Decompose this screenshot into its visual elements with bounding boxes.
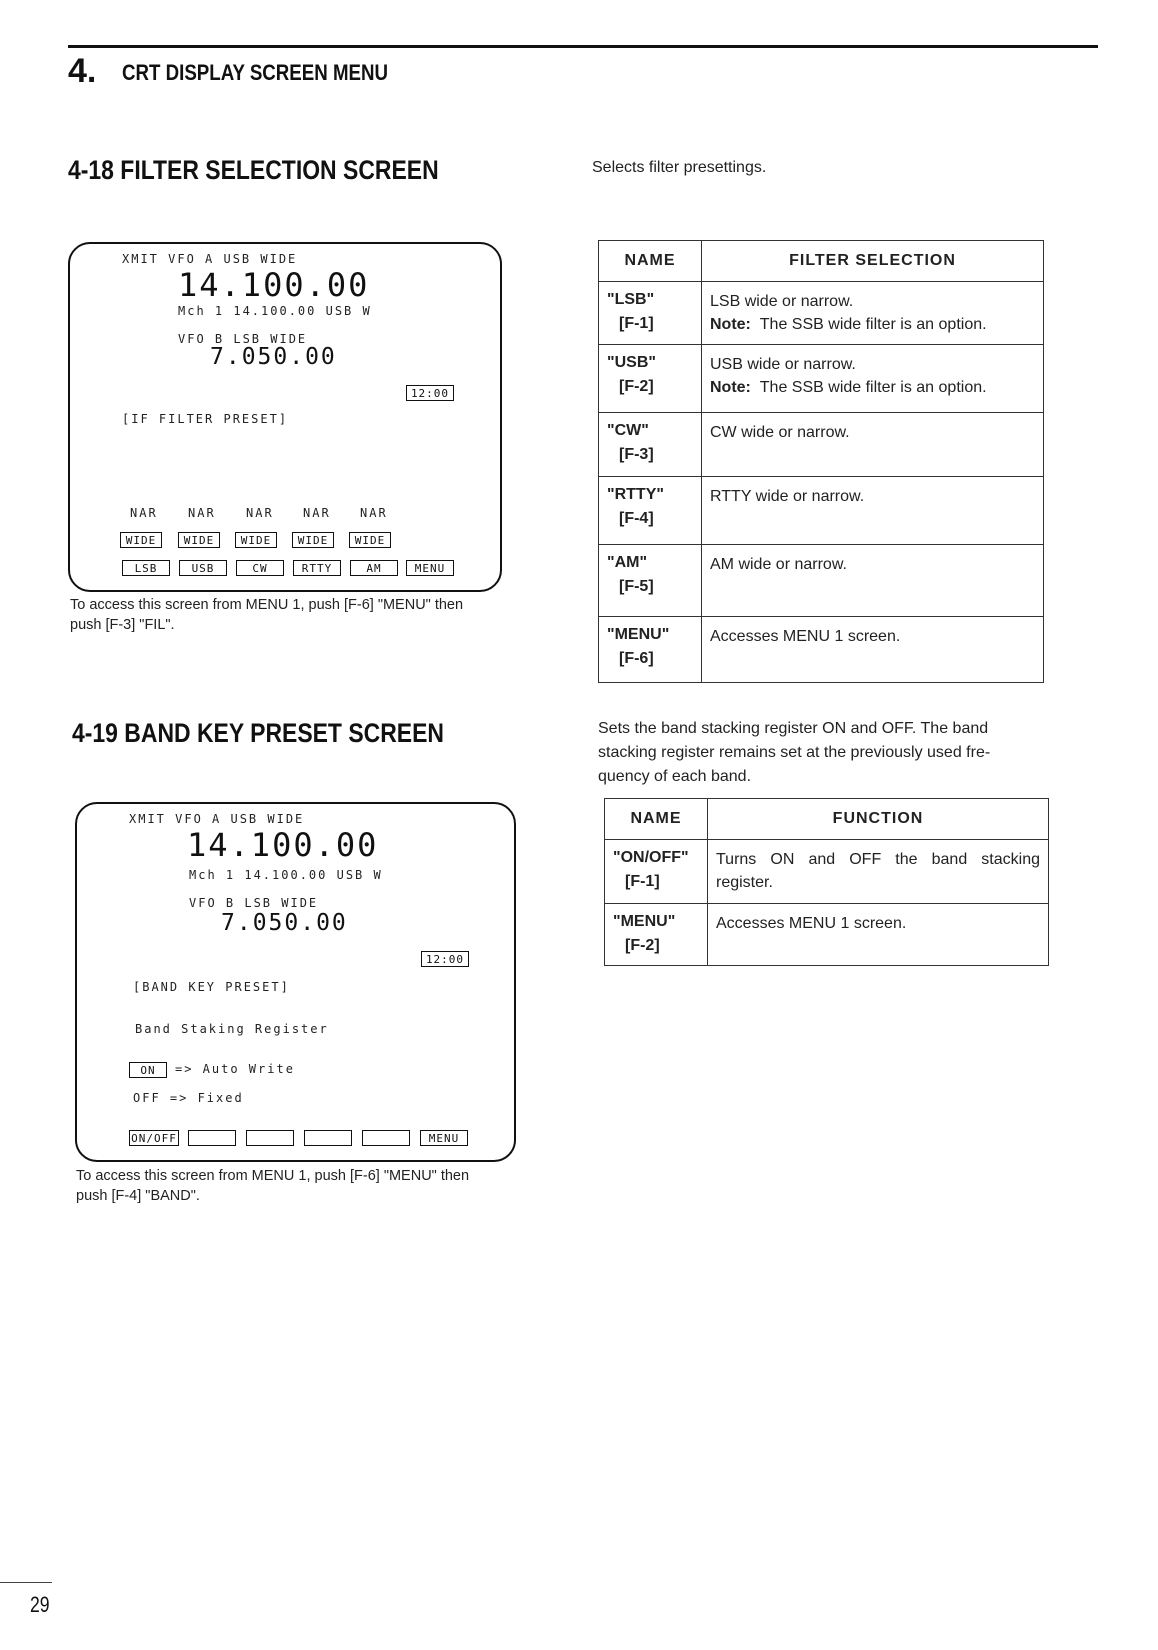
row-key: [F-1] (625, 873, 660, 890)
filter-crt-screen (68, 242, 502, 592)
table-row (599, 617, 1044, 683)
table-row (605, 840, 1049, 904)
page-number-rule (0, 1582, 52, 1583)
row-name: "USB" (607, 354, 656, 371)
crt-vfo-b-row: VFO B LSB WIDE (178, 332, 308, 346)
table-header: FUNCTION (708, 799, 1049, 840)
band-caption-line2: push [F-4] "BAND". (76, 1188, 200, 1204)
row-text: AM wide or narrow. (710, 556, 847, 573)
table-row (599, 477, 1044, 545)
crt-screen-label: [IF FILTER PRESET] (122, 412, 289, 426)
table-header: NAME (605, 799, 708, 840)
row-text: USB wide or narrow. (710, 356, 856, 373)
wide-box: WIDE (178, 532, 220, 548)
row-key: [F-2] (625, 937, 660, 954)
row-name: "AM" (607, 554, 648, 571)
key-cw[interactable]: CW (236, 560, 284, 576)
wide-box: WIDE (349, 532, 391, 548)
row-name: "MENU" (607, 626, 670, 643)
note-label: Note: (710, 379, 751, 396)
band-caption-line1: To access this screen from MENU 1, push [F-6] "MENU" then (76, 1168, 470, 1184)
row-key: [F-6] (619, 650, 654, 667)
key-lsb[interactable]: LSB (122, 560, 170, 576)
crt-clock: 12:00 (406, 385, 454, 401)
row-name: "MENU" (613, 913, 676, 930)
table-row (599, 345, 1044, 413)
nar-label: NAR (303, 506, 331, 520)
row-text: Accesses MENU 1 screen. (716, 915, 907, 932)
wide-box: WIDE (292, 532, 334, 548)
table-row (599, 282, 1044, 345)
section-title-filter: 4-18 FILTER SELECTION SCREEN (68, 155, 439, 185)
nar-label: NAR (130, 506, 158, 520)
table-header: NAME (599, 241, 702, 282)
key-blank[interactable] (362, 1130, 410, 1146)
crt-off-text: OFF => Fixed (133, 1091, 244, 1105)
page-number: 29 (30, 1592, 50, 1617)
key-am[interactable]: AM (350, 560, 398, 576)
row-key: [F-2] (619, 378, 654, 395)
wide-box: WIDE (120, 532, 162, 548)
band-description-line2: stacking register remains set at the previously used fre- (598, 744, 991, 761)
crt-main-frequency: 14.100.00 (187, 826, 379, 864)
crt-vfo-b-row: VFO B LSB WIDE (189, 896, 319, 910)
key-menu[interactable]: MENU (406, 560, 454, 576)
table-header: FILTER SELECTION (702, 241, 1044, 282)
row-text: Turns ON and OFF the band stacking register. (716, 851, 1040, 891)
crt-on-box: ON (129, 1062, 167, 1078)
table-row (599, 413, 1044, 477)
nar-label: NAR (246, 506, 274, 520)
band-description-line3: quency of each band. (598, 768, 752, 785)
row-text: Accesses MENU 1 screen. (710, 628, 901, 645)
table-row (599, 545, 1044, 617)
key-usb[interactable]: USB (179, 560, 227, 576)
wide-box: WIDE (235, 532, 277, 548)
crt-clock: 12:00 (421, 951, 469, 967)
key-rtty[interactable]: RTTY (293, 560, 341, 576)
crt-main-frequency: 14.100.00 (178, 266, 370, 304)
crt-screen-label: [BAND KEY PRESET] (133, 980, 290, 994)
crt-register-label: Band Staking Register (135, 1022, 329, 1036)
section-description-filter: Selects filter presettings. (592, 159, 767, 176)
chapter-title: CRT DISPLAY SCREEN MENU (122, 60, 389, 85)
section-title-band-key: 4-19 BAND KEY PRESET SCREEN (72, 718, 444, 748)
header-rule (68, 45, 1098, 48)
key-blank[interactable] (246, 1130, 294, 1146)
crt-status-row: XMIT VFO A USB WIDE (122, 252, 298, 266)
band-function-table (604, 798, 1049, 966)
key-menu[interactable]: MENU (420, 1130, 468, 1146)
row-key: [F-4] (619, 510, 654, 527)
note-text: The SSB wide filter is an option. (759, 379, 987, 396)
row-text: LSB wide or narrow. (710, 293, 854, 310)
crt-sub-frequency: 7.050.00 (210, 344, 337, 370)
crt-memory-channel: Mch 1 14.100.00 USB W (189, 868, 383, 882)
key-on-off[interactable]: ON/OFF (129, 1130, 179, 1146)
note-text: The SSB wide filter is an option. (759, 316, 987, 333)
row-key: [F-3] (619, 446, 654, 463)
row-name: "RTTY" (607, 486, 664, 503)
table-row (605, 904, 1049, 966)
row-text: CW wide or narrow. (710, 424, 850, 441)
row-text: RTTY wide or narrow. (710, 488, 865, 505)
filter-selection-table (598, 240, 1044, 683)
row-key: [F-1] (619, 315, 654, 332)
row-name: "CW" (607, 422, 649, 439)
key-blank[interactable] (304, 1130, 352, 1146)
crt-memory-channel: Mch 1 14.100.00 USB W (178, 304, 372, 318)
nar-label: NAR (360, 506, 388, 520)
key-blank[interactable] (188, 1130, 236, 1146)
row-name: "ON/OFF" (613, 849, 689, 866)
nar-label: NAR (188, 506, 216, 520)
note-label: Note: (710, 316, 751, 333)
filter-caption-line2: push [F-3] "FIL". (70, 617, 175, 633)
filter-caption-line1: To access this screen from MENU 1, push [F-6] "MENU" then (70, 597, 464, 613)
row-key: [F-5] (619, 578, 654, 595)
row-name: "LSB" (607, 291, 655, 308)
crt-on-text: => Auto Write (175, 1062, 295, 1076)
crt-sub-frequency: 7.050.00 (221, 910, 348, 936)
band-key-crt-screen (75, 802, 516, 1162)
crt-status-row: XMIT VFO A USB WIDE (129, 812, 305, 826)
chapter-number: 4. (68, 52, 97, 90)
band-description-line1: Sets the band stacking register ON and OFF. The band (598, 720, 989, 737)
